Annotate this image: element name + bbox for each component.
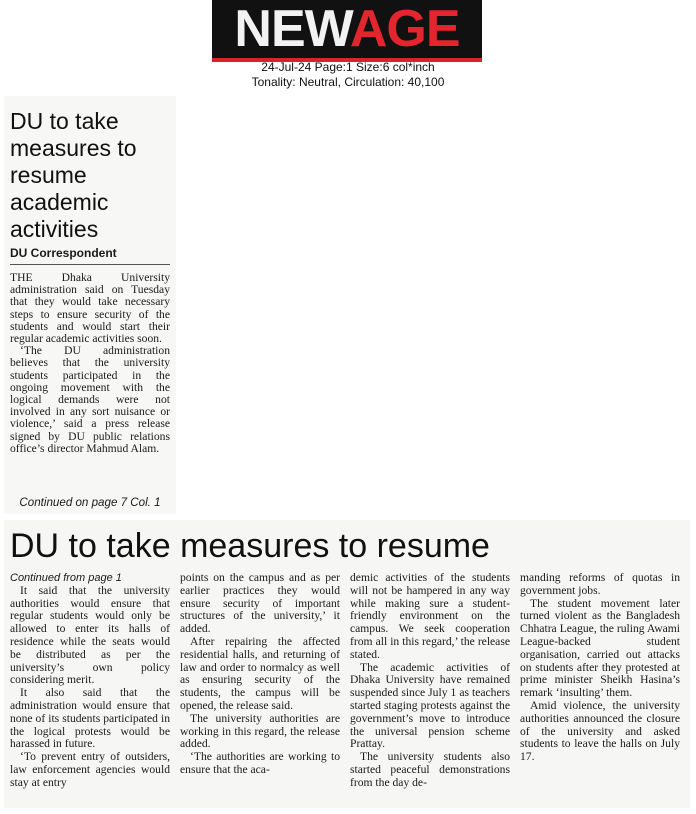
col1-paragraph-1: It said that the university authorities would ensure that regular students would only be allowed to enter its halls of residence while the seats would be distributed as per the university’s own policy considering merit. (10, 583, 170, 687)
col3-paragraph-2: The academic activities of Dhaka University have remained suspended since July 1 as teachers started staging protests against the government’s move to introduce the universal pension scheme Prattay. (350, 660, 510, 751)
article-column-2 (180, 572, 340, 777)
newspaper-logo (234, 0, 460, 58)
article-column-1 (10, 572, 170, 790)
col4-paragraph-2: The student movement later turned violent as the Bangladesh Chhatra League, the ruling Awami League-backed student organisation, carried out attacks on students after they protested at prime minister Sheikh Hasina’s remark ‘insulting’ them. (520, 596, 680, 700)
byline: DU Correspondent (10, 246, 117, 260)
col3-paragraph-3: The university students also started peaceful demonstrations from the day de- (350, 750, 510, 789)
continued-from-note: Continued from page 1 (10, 572, 122, 584)
col4-paragraph-1: manding reforms of quotas in government jobs. (520, 571, 680, 597)
article-column-4 (520, 572, 680, 764)
col2-paragraph-1: points on the campus and as per earlier practices they would ensure security of important structures of the university,’ it added. (180, 571, 340, 636)
col3-paragraph-1: demic activities of the students will not be hampered in any way while making sure a student-friendly environment on the campus. We seek cooperation from all in this regard,’ the release stated. (350, 571, 510, 661)
col1-paragraph-2: It also said that the administration would ensure that none of its students participated in the logical protests would be harassed in future. (10, 686, 170, 751)
article-column-3 (350, 572, 510, 790)
col2-paragraph-3: The university authorities are working in this regard, the release added. (180, 711, 340, 751)
byline-divider (10, 264, 170, 265)
logo-new-text: NEW (234, 0, 350, 58)
col2-paragraph-4: ‘The authorities are working to ensure that the aca- (180, 750, 340, 776)
front-page-headline: DU to take measures to resume academic activities (10, 108, 137, 242)
logo-age-text: AGE (349, 0, 460, 58)
jump-page-headline: DU to take measures to resume (10, 527, 490, 565)
col2-paragraph-2: After repairing the affected residential halls, and returning of law and order to normalcy as well as ensuring security of the students, the campus will be opened, the release said. (180, 634, 340, 712)
clip-info-date-size: 24-Jul-24 Page:1 Size:6 col*inch (261, 60, 435, 74)
newspaper-masthead (212, 0, 482, 62)
front-page-body (10, 272, 170, 455)
col1-paragraph-3: ‘To prevent entry of outsiders, law enforcement agencies would stay at entry (10, 750, 170, 789)
col4-paragraph-3: Amid violence, the university authorities announced the closure of the university and asked students to leave the halls on July 17. (520, 698, 680, 764)
continued-on-note: Continued on page 7 Col. 1 (19, 496, 161, 509)
clip-info-tonality: Tonality: Neutral, Circulation: 40,100 (251, 75, 445, 89)
clip-info (150, 60, 546, 90)
front-paragraph-2: ‘The DU administration believes that the university students participated in the ongoing movement with the logical demands were not involved in any sort nuisance or violence,’ said a press release signed by DU public relations office’s director Mahmud Alam. (10, 344, 170, 455)
front-paragraph-1: THE Dhaka University administration said on Tuesday that they would take necessary steps to ensure security of the students and would start their regular academic activities soon. (10, 271, 170, 346)
